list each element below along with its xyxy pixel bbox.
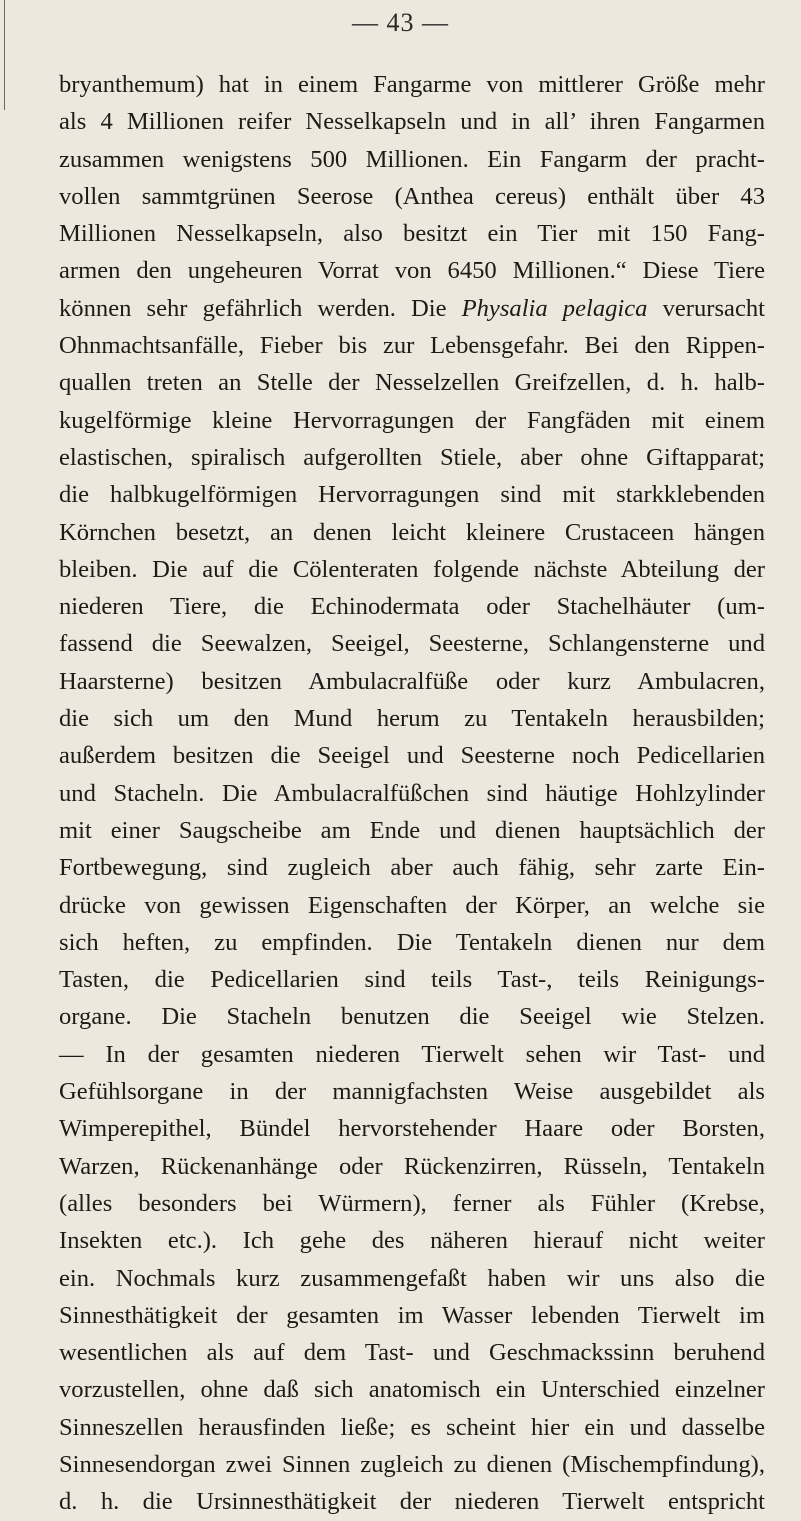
text-segment: vollen sammtgrünen Seerose (Anthea cereus) enthält über 43 — [59, 182, 765, 210]
text-line — [59, 775, 765, 812]
text-line — [59, 551, 765, 588]
text-line — [59, 1073, 765, 1110]
text-segment: armen den ungeheuren Vorrat von 6450 Millionen.“ Diese Tiere — [59, 257, 765, 285]
text-segment: fassend die Seewalzen, Seeigel, Seesterne, Schlangensterne und — [59, 630, 765, 658]
text-segment: d. h. die Ursinnesthätigkeit der niederen Tierwelt entspricht — [59, 1488, 765, 1516]
text-segment: niederen Tiere, die Echinodermata oder Stachelhäuter (um- — [59, 593, 765, 621]
text-line — [59, 1185, 765, 1222]
text-segment: kugelförmige kleine Hervorragungen der Fangfäden mit einem — [59, 406, 765, 434]
text-segment: Millionen Nesselkapseln, also besitzt ein Tier mit 150 Fang- — [59, 220, 765, 248]
text-segment: bryanthemum) hat in einem Fangarme von mittlerer Größe mehr — [59, 71, 765, 98]
text-segment: zusammen wenigstens 500 Millionen. Ein Fangarm der pracht- — [59, 145, 765, 173]
text-line — [59, 1297, 765, 1334]
text-line — [59, 588, 765, 625]
text-line — [59, 1446, 765, 1483]
text-segment: Sinnesendorgan zwei Sinnen zugleich zu dienen (Mischempfindung), — [59, 1450, 765, 1478]
text-line — [59, 812, 765, 849]
text-line — [59, 103, 765, 140]
text-segment: Sinnesthätigkeit der gesamten im Wasser lebenden Tierwelt im — [59, 1301, 765, 1329]
text-line — [59, 1409, 765, 1446]
text-line — [59, 1371, 765, 1408]
text-segment: (alles besonders bei Würmern), ferner als Fühler (Krebse, — [59, 1189, 765, 1217]
text-line — [59, 327, 765, 364]
text-line — [59, 1148, 765, 1185]
text-line — [59, 439, 765, 476]
text-segment: die sich um den Mund herum zu Tentakeln herausbilden; — [59, 705, 765, 733]
text-line — [59, 252, 765, 289]
text-segment: Ohnmachtsanfälle, Fieber bis zur Lebensgefahr. Bei den Rippen- — [59, 332, 765, 360]
text-segment: Warzen, Rückenanhänge oder Rückenzirren, Rüsseln, Tentakeln — [59, 1152, 765, 1180]
text-segment: drücke von gewissen Eigenschaften der Körper, an welche sie — [59, 891, 765, 919]
text-line — [59, 849, 765, 886]
text-segment: Tasten, die Pedicellarien sind teils Tast-, teils Reinigungs- — [59, 966, 765, 994]
text-line — [59, 141, 765, 178]
text-line — [59, 364, 765, 401]
text-line — [59, 178, 765, 215]
text-segment: — In der gesamten niederen Tierwelt sehen wir Tast- und — [59, 1040, 765, 1068]
text-segment: Sinneszellen herausfinden ließe; es scheint hier ein und dasselbe — [59, 1413, 765, 1441]
text-line — [59, 476, 765, 513]
text-segment: können sehr gefährlich werden. Die — [59, 294, 462, 322]
text-segment: außerdem besitzen die Seeigel und Seesterne noch Pedicellarien — [59, 742, 765, 770]
text-segment: ein. Nochmals kurz zusammengefaßt haben wir uns also die — [59, 1264, 765, 1292]
text-line — [59, 1222, 765, 1259]
text-line — [59, 700, 765, 737]
text-line — [59, 514, 765, 551]
text-segment: Insekten etc.). Ich gehe des näheren hierauf nicht weiter — [59, 1227, 765, 1255]
text-segment: sich heften, zu empfinden. Die Tentakeln dienen nur dem — [59, 928, 765, 956]
text-line — [59, 1260, 765, 1297]
text-line — [59, 998, 765, 1035]
text-segment: und Stacheln. Die Ambulacralfüßchen sind häutige Hohlzylinder — [59, 779, 765, 807]
text-segment: Wimperepithel, Bündel hervorstehender Haare oder Borsten, — [59, 1115, 765, 1143]
text-segment: verursacht — [647, 294, 765, 322]
italic-text: Physalia pelagica — [461, 294, 648, 322]
text-segment: als 4 Millionen reifer Nesselkapseln und in all’ ihren Fangarmen — [59, 108, 765, 136]
text-line — [59, 402, 765, 439]
text-line — [59, 290, 765, 327]
text-line — [59, 737, 765, 774]
text-line — [59, 924, 765, 961]
text-line — [59, 1334, 765, 1371]
text-segment: wesentlichen als auf dem Tast- und Geschmackssinn beruhend — [59, 1339, 765, 1367]
text-line — [59, 66, 765, 103]
text-line — [59, 215, 765, 252]
text-line — [59, 1036, 765, 1073]
body-text — [59, 66, 765, 1521]
text-line — [59, 625, 765, 662]
text-line — [59, 663, 765, 700]
text-segment: organe. Die Stacheln benutzen die Seeigel wie Stelzen. — [59, 1003, 765, 1031]
text-segment: vorzustellen, ohne daß sich anatomisch ein Unterschied einzelner — [59, 1376, 765, 1404]
text-segment: Körnchen besetzt, an denen leicht kleinere Crustaceen hängen — [59, 518, 765, 546]
text-line — [59, 961, 765, 998]
text-segment: quallen treten an Stelle der Nesselzellen Greifzellen, d. h. halb- — [59, 369, 765, 397]
text-segment: Fortbewegung, sind zugleich aber auch fähig, sehr zarte Ein- — [59, 854, 765, 882]
text-segment: elastischen, spiralisch aufgerollten Stiele, aber ohne Giftapparat; — [59, 443, 765, 471]
text-segment: mit einer Saugscheibe am Ende und dienen hauptsächlich der — [59, 816, 765, 844]
text-line — [59, 1110, 765, 1147]
text-segment: die halbkugelförmigen Hervorragungen sind mit starkklebenden — [59, 481, 765, 509]
text-segment: Haarsterne) besitzen Ambulacralfüße oder kurz Ambulacren, — [59, 667, 765, 695]
page-number-header: — 43 — — [352, 8, 449, 37]
text-segment: bleiben. Die auf die Cölenteraten folgende nächste Abteilung der — [59, 555, 765, 583]
text-line — [59, 887, 765, 924]
text-line — [59, 1483, 765, 1520]
text-segment: Gefühlsorgane in der mannigfachsten Weise ausgebildet als — [59, 1078, 765, 1106]
